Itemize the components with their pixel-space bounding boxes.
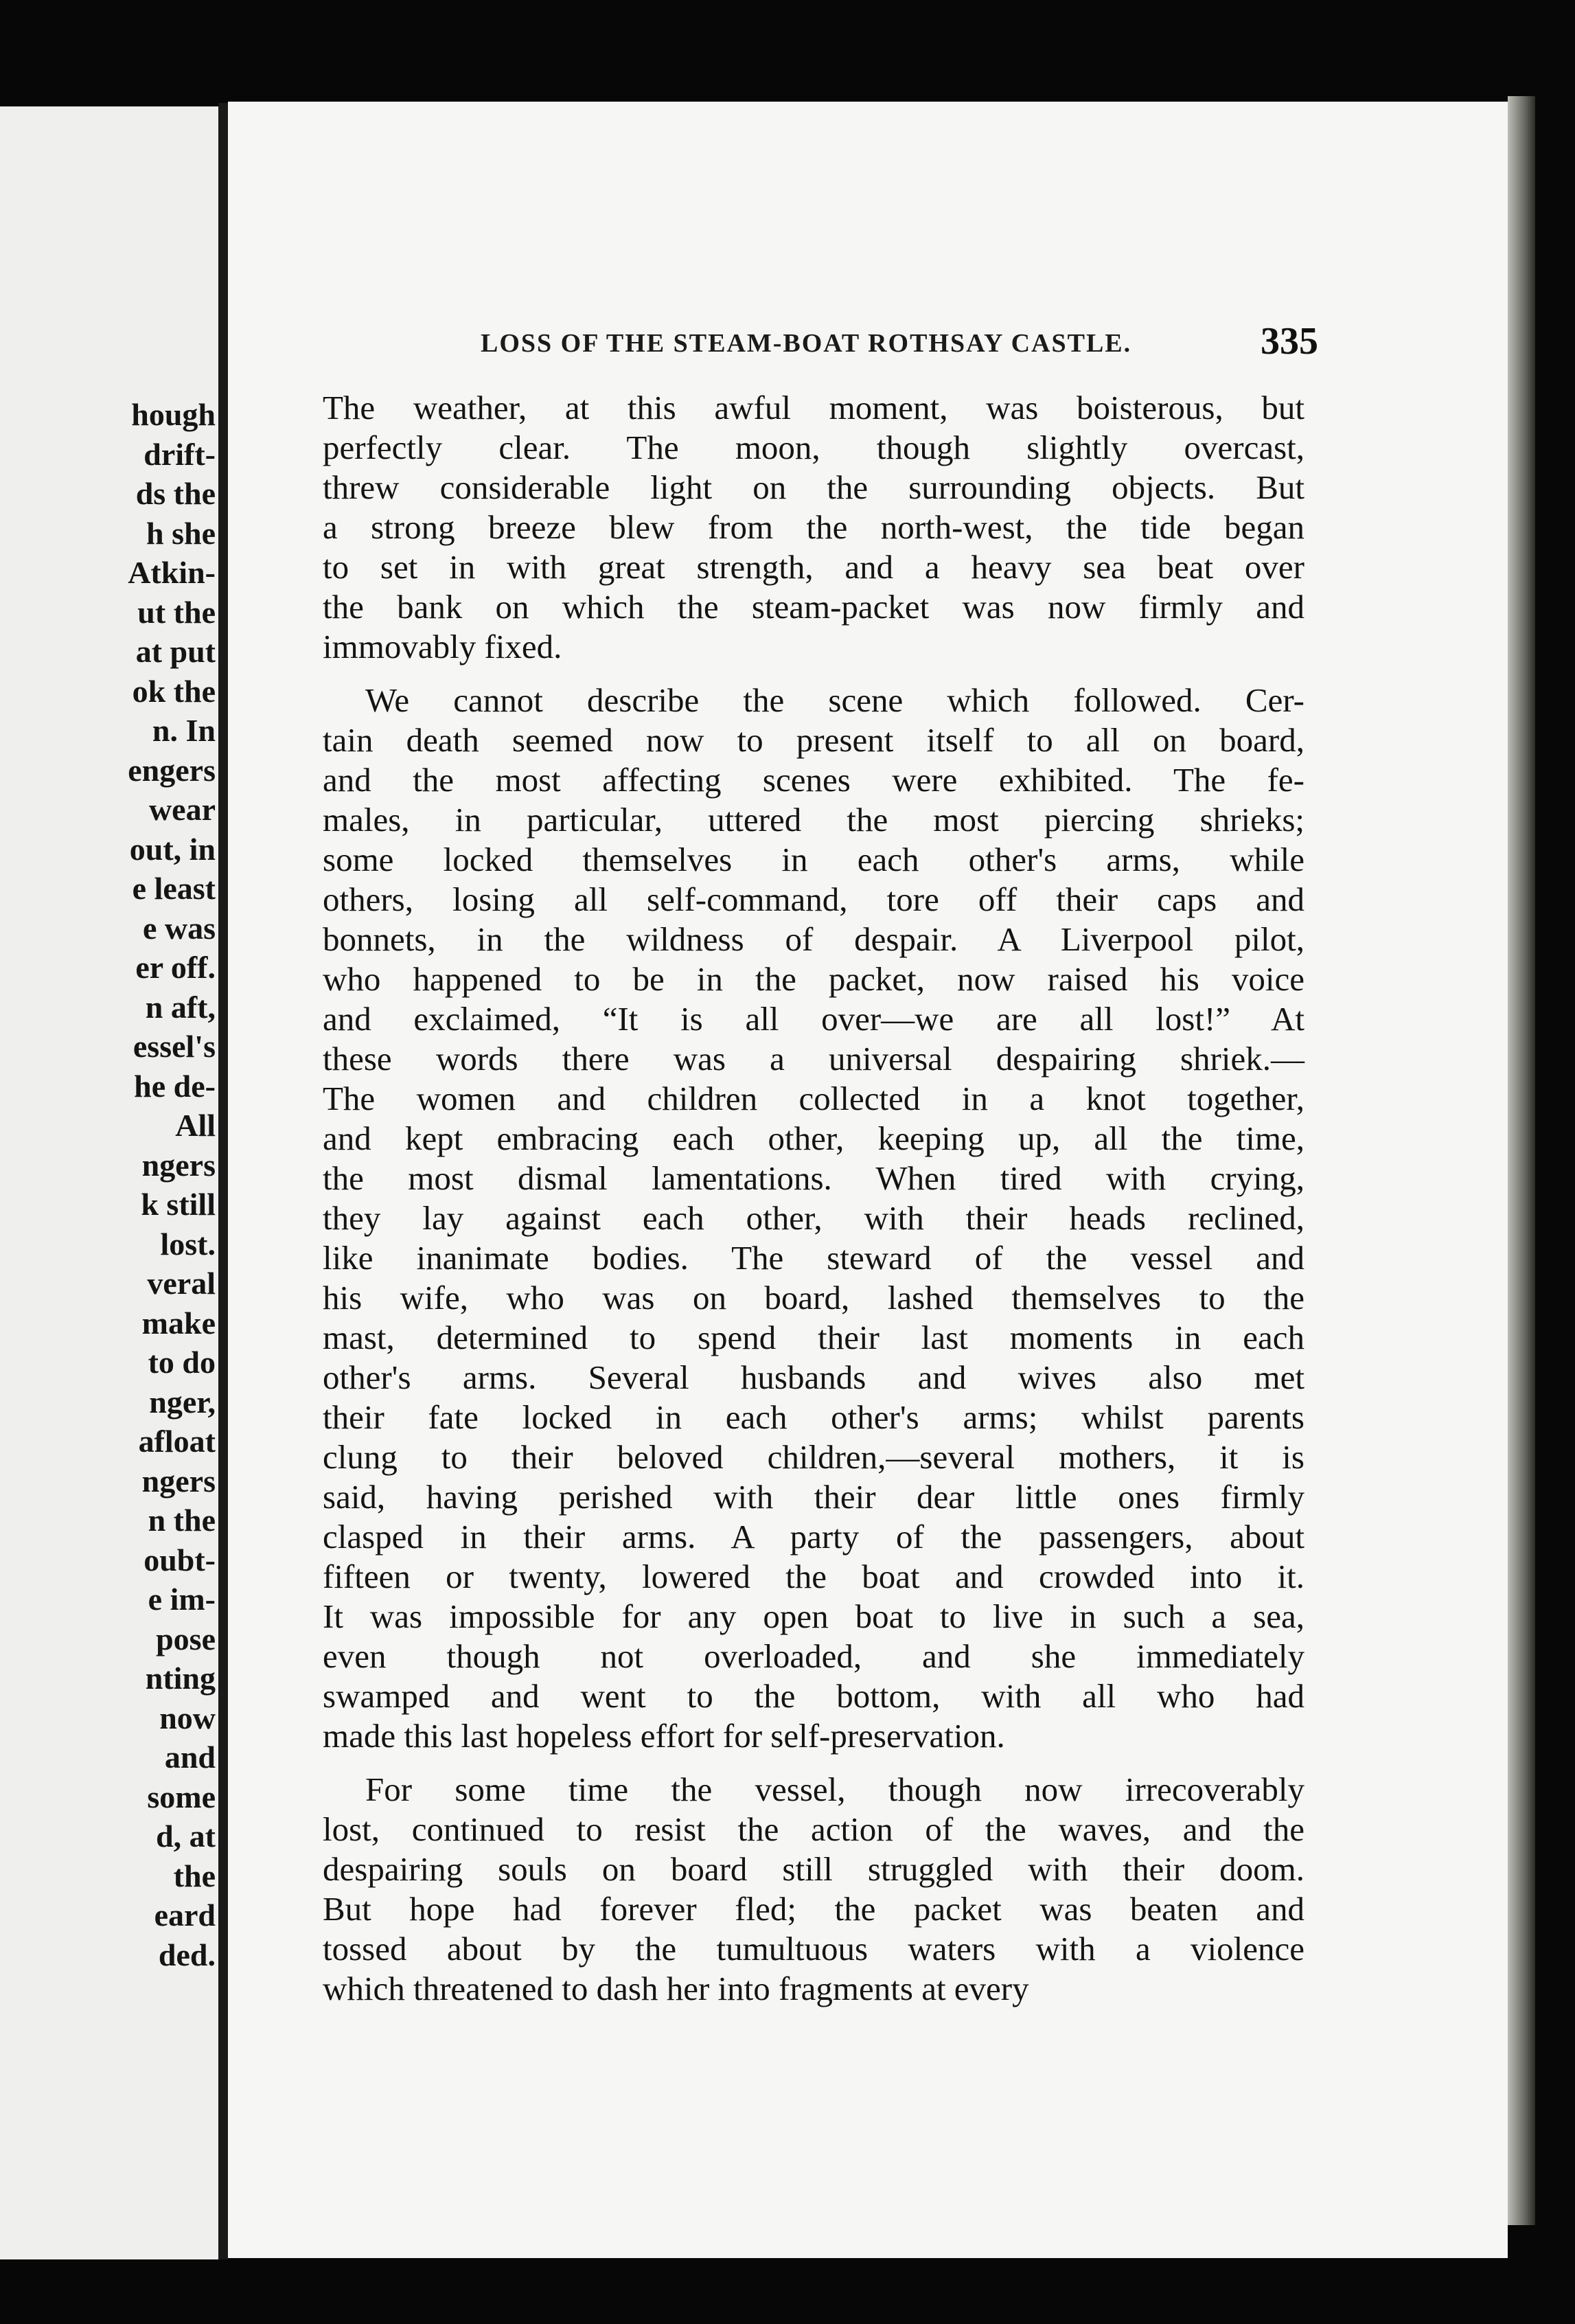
left-page-line: nting <box>145 1661 216 1696</box>
left-page-line: to do <box>148 1345 216 1380</box>
left-page-line: ds the <box>135 476 216 511</box>
left-page-text-fragments <box>128 395 216 1974</box>
text-line: bonnets, in the wildness of despair. A Liverpool pilot, <box>323 920 1304 958</box>
left-page-line: All <box>175 1108 216 1143</box>
text-line: For some time the vessel, though now irrecoverably <box>365 1770 1304 1808</box>
left-page-line: k still <box>141 1187 216 1222</box>
left-page-line: essel's <box>133 1029 216 1064</box>
text-line: tain death seemed now to present itself to all on board, <box>323 721 1304 759</box>
left-page-line: hough <box>131 397 216 432</box>
text-line: these words there was a universal despairing shriek.— <box>323 1040 1304 1078</box>
left-page-line: d, at <box>156 1819 216 1854</box>
left-page-line: drift- <box>143 436 216 472</box>
text-line: even though not overloaded, and she immediately <box>323 1637 1304 1675</box>
text-line: who happened to be in the packet, now raised his voice <box>323 960 1304 998</box>
body-text <box>323 388 1304 2007</box>
left-page <box>0 106 218 2259</box>
left-page-line: he de- <box>134 1068 216 1104</box>
text-line: and kept embracing each other, keeping up, all the time, <box>323 1119 1304 1157</box>
text-line: his wife, who was on board, lashed themselves to the <box>323 1279 1304 1317</box>
left-page-line: at put <box>135 634 216 669</box>
paragraph <box>323 1770 1304 2009</box>
left-page-line: h she <box>146 515 216 551</box>
text-line: We cannot describe the scene which followed. Cer- <box>365 681 1304 719</box>
paragraph <box>323 681 1304 1756</box>
text-line: made this last hopeless effort for self-preservation. <box>323 1717 1005 1755</box>
text-line: despairing souls on board still struggled with their doom. <box>323 1850 1304 1888</box>
left-page-line: make <box>141 1305 216 1341</box>
left-page-line: n the <box>148 1503 216 1538</box>
left-page-line: veral <box>147 1266 216 1301</box>
paragraph <box>323 388 1304 667</box>
left-page-line: lost. <box>160 1226 216 1262</box>
text-line: The weather, at this awful moment, was boisterous, but <box>323 389 1304 426</box>
text-line: to set in with great strength, and a heavy sea beat over <box>323 548 1304 586</box>
text-line: others, losing all self-command, tore off their caps and <box>323 880 1304 918</box>
left-page-line: e was <box>142 910 216 946</box>
text-line: perfectly clear. The moon, though slightly overcast, <box>323 429 1304 466</box>
text-line: tossed about by the tumultuous waters with a violence <box>323 1930 1304 1968</box>
text-line: It was impossible for any open boat to live in such a sea, <box>323 1597 1304 1635</box>
text-line: The women and children collected in a knot together, <box>323 1080 1304 1117</box>
left-page-line: pose <box>156 1621 216 1656</box>
text-line: males, in particular, uttered the most piercing shrieks; <box>323 801 1304 839</box>
left-page-line: some <box>147 1779 216 1814</box>
text-line: immovably fixed. <box>323 628 562 665</box>
text-line: the most dismal lamentations. When tired with crying, <box>323 1159 1304 1197</box>
left-page-line: ngers <box>141 1463 216 1499</box>
text-line: some locked themselves in each other's arms, while <box>323 841 1304 878</box>
left-page-line: Atkin- <box>128 555 216 590</box>
text-line: fifteen or twenty, lowered the boat and crowded into it. <box>323 1558 1304 1595</box>
page-number: 335 <box>1261 320 1318 363</box>
left-page-line: now <box>159 1700 216 1735</box>
left-page-line: er off. <box>135 950 216 985</box>
left-page-line: n. In <box>152 713 216 748</box>
left-page-line: oubt- <box>143 1542 216 1577</box>
text-line: mast, determined to spend their last moments in each <box>323 1319 1304 1356</box>
left-page-line: ut the <box>137 594 216 630</box>
left-page-line: afloat <box>138 1424 216 1459</box>
text-line: clung to their beloved children,—several mothers, it is <box>323 1438 1304 1476</box>
text-line: and exclaimed, “It is all over—we are all lost!” At <box>323 1000 1304 1038</box>
text-line: which threatened to dash her into fragments at every <box>323 1970 1029 2007</box>
left-page-line: wear <box>148 792 216 827</box>
text-line: other's arms. Several husbands and wives also met <box>323 1358 1304 1396</box>
text-line: lost, continued to resist the action of the waves, and the <box>323 1810 1304 1848</box>
left-page-line: ngers <box>141 1147 216 1183</box>
text-line: clasped in their arms. A party of the passengers, about <box>323 1518 1304 1556</box>
text-line: swamped and went to the bottom, with all who had <box>323 1677 1304 1715</box>
running-head: LOSS OF THE STEAM-BOAT ROTHSAY CASTLE. <box>481 329 1132 358</box>
left-page-line: ded. <box>158 1937 216 1972</box>
left-page-line: n aft, <box>145 989 216 1025</box>
page-edge-shadow <box>1508 96 1535 2225</box>
left-page-line: e least <box>132 871 216 906</box>
left-page-line: nger, <box>149 1384 216 1420</box>
left-page-line: engers <box>128 752 216 788</box>
text-line: their fate locked in each other's arms; whilst parents <box>323 1398 1304 1436</box>
text-line: and the most affecting scenes were exhibited. The fe- <box>323 761 1304 799</box>
text-line: they lay against each other, with their heads reclined, <box>323 1199 1304 1237</box>
text-line: like inanimate bodies. The steward of the vessel and <box>323 1239 1304 1277</box>
left-page-line: out, in <box>129 831 216 867</box>
text-line: threw considerable light on the surrounding objects. But <box>323 468 1304 506</box>
text-line: a strong breeze blew from the north-west, the tide began <box>323 508 1304 546</box>
text-line: the bank on which the steam-packet was now firmly and <box>323 588 1304 626</box>
left-page-line: eard <box>154 1898 216 1933</box>
text-line: said, having perished with their dear little ones firmly <box>323 1478 1304 1516</box>
left-page-line: the <box>173 1858 216 1893</box>
left-page-line: e im- <box>148 1582 216 1617</box>
left-page-line: and <box>164 1740 216 1775</box>
left-page-line: ok the <box>132 673 216 709</box>
book-gutter <box>218 103 228 2259</box>
text-line: But hope had forever fled; the packet was beaten and <box>323 1890 1304 1928</box>
